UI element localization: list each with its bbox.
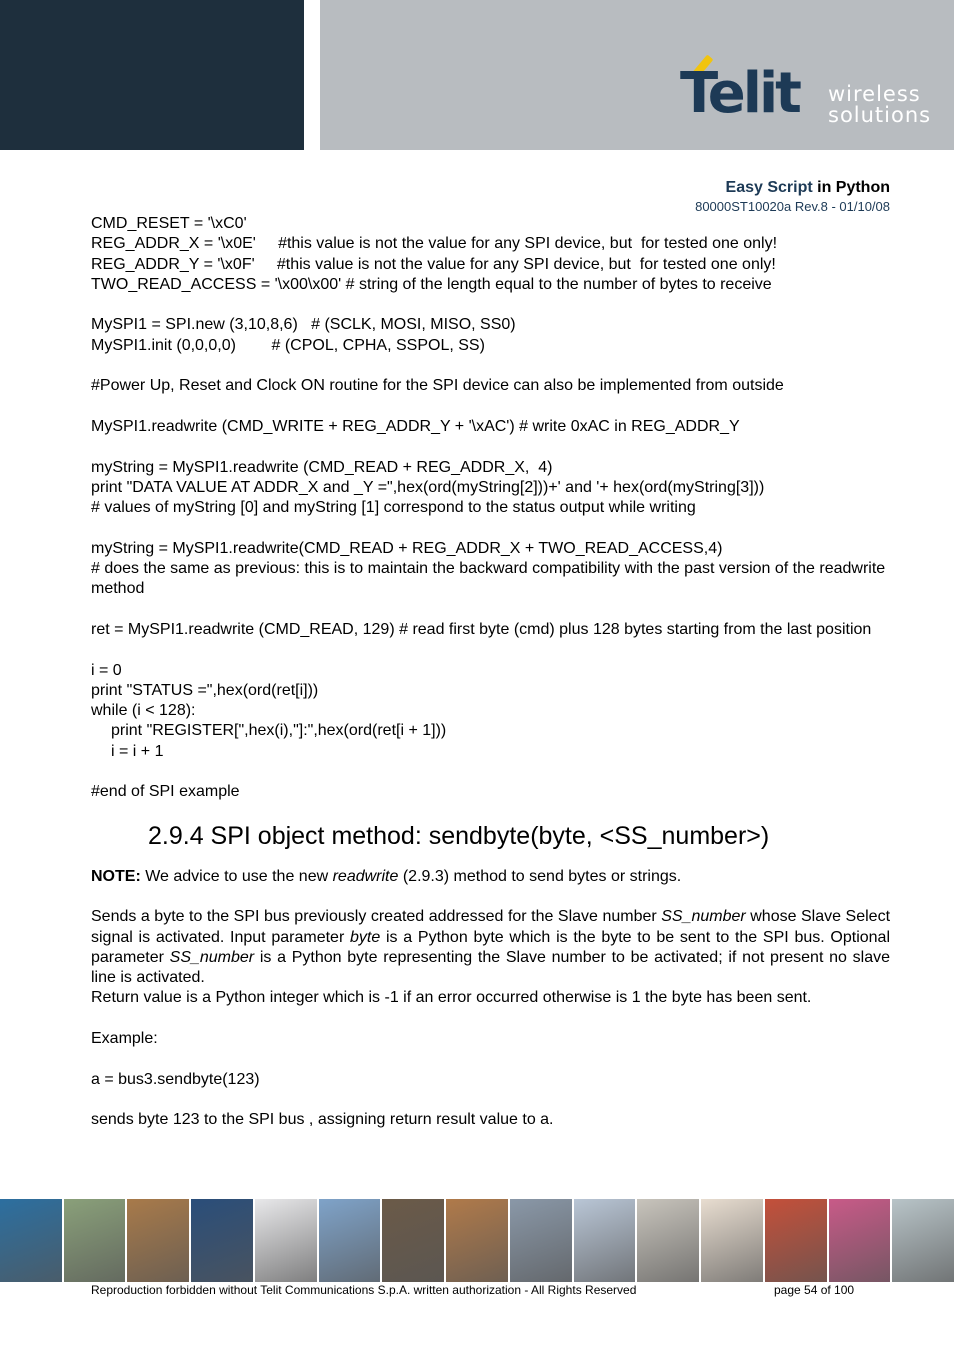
header-dark-panel [0,0,304,150]
code-line-2: while (i < 128): [91,702,196,720]
code-line-2: REG_ADDR_Y = '\x0F' #this value is not the value for any SPI device, but for tested one only! [91,255,776,273]
footer-photo-tile [255,1199,317,1282]
code-line-16: myString = MySPI1.readwrite(CMD_READ + REG_ADDR_X + TWO_READ_ACCESS,4) [91,539,723,557]
note-text-after: (2.9.3) method to send bytes or strings. [398,867,682,885]
code-line-6: MySPI1.init (0,0,0,0) # (CPOL, CPHA, SSPOL, SS) [91,336,485,354]
footer-photo-tile [64,1199,126,1282]
logo-tagline [828,84,931,126]
footer-photo-tile [765,1199,827,1282]
footer-photo-tile [446,1199,508,1282]
footer-photo-tile [191,1199,253,1282]
code-comment-wrapped: # does the same as previous: this is to maintain the backward compatibility with the past version of the readwrite method [91,560,886,598]
code-line-3: TWO_READ_ACCESS = '\x00\x00' # string of the length equal to the number of bytes to receive [91,275,772,293]
desc-emph-2: byte [350,928,381,946]
code-line-7 [91,356,890,376]
code-line-13: print "DATA VALUE AT ADDR_X and _Y =",hex(ord(myString[2]))+' and '+ hex(ord(myString[3])) [91,478,765,496]
code-loop-body [91,721,890,762]
code-line-12: myString = MySPI1.readwrite (CMD_READ + REG_ADDR_X, 4) [91,458,553,476]
code-line-11 [91,437,890,457]
document-revision: 80000ST10020a Rev.8 - 01/10/08 [695,199,890,214]
note-label: NOTE: [91,867,141,885]
footer-photo-tile [829,1199,891,1282]
footer-photo-tile [701,1199,763,1282]
desc-emph-1: SS_number [661,908,746,926]
code-block-1 [91,214,890,559]
section-heading: 2.9.4 SPI object method: sendbyte(byte, <SS_number>) [148,821,770,850]
desc-emph-3: SS_number [169,948,255,966]
footer-photo-tile [892,1199,954,1282]
code-line-10: MySPI1.readwrite (CMD_WRITE + REG_ADDR_Y + '\xAC') # write 0xAC in REG_ADDR_Y [91,417,740,435]
desc-part-2: whose Slave Select signal is activated. Input parameter [91,908,891,946]
footer-photo-tile [319,1199,381,1282]
footer-copyright: Reproduction forbidden without Telit Communications S.p.A. written authorization - All Rights Reserved [91,1283,637,1297]
footer-photo-tile [0,1199,62,1282]
code-line-9 [91,397,890,417]
page-number: page 54 of 100 [774,1283,855,1297]
desc-part-3: is a Python byte which is the byte to be sent to the SPI bus. Optional parameter [91,928,891,966]
footer-photo-tile [127,1199,189,1282]
telit-logo [676,48,936,133]
note-text-before: We advice to use the new [140,867,333,885]
document-title-accent: Easy Script [725,179,813,196]
note-paragraph [91,867,890,887]
footer-photo-tile [382,1199,444,1282]
footer-image-strip [0,1199,954,1282]
description-paragraph [91,907,890,988]
code-line-0: i = 0 [91,661,122,679]
code-indented-line-1: i = i + 1 [111,742,164,760]
code-block-2 [91,661,890,722]
desc-part-1: Sends a byte to the SPI bus previously created addressed for the Slave number [91,908,662,926]
page-content [91,214,890,1130]
code-indented-line-0: print "REGISTER[",hex(i),"]:",hex(ord(ret[i + 1])) [111,722,447,740]
code-line-ret-readwrite: ret = MySPI1.readwrite (CMD_READ, 129) # read first byte (cmd) plus 128 bytes starting from the last position [91,620,872,638]
code-line-4 [91,295,890,315]
code-line-5: MySPI1 = SPI.new (3,10,8,6) # (SCLK, MOSI, MISO, SS0) [91,316,516,334]
code-line-1: REG_ADDR_X = '\x0E' #this value is not the value for any SPI device, but for tested one only! [91,235,778,253]
code-line-15 [91,518,890,538]
example-description: sends byte 123 to the SPI bus , assigning return result value to a. [91,1111,554,1129]
document-title [726,179,890,197]
example-code: a = bus3.sendbyte(123) [91,1070,260,1088]
code-line-14: # values of myString [0] and myString [1] correspond to the status output while writing [91,499,696,517]
code-line-8: #Power Up, Reset and Clock ON routine for the SPI device can also be implemented from outside [91,377,784,395]
code-line-0: CMD_RESET = '\xC0' [91,215,247,232]
example-label: Example: [91,1029,158,1047]
logo-tagline-line1: wireless [828,82,921,106]
footer-photo-tile [510,1199,572,1282]
footer-photo-tile [637,1199,699,1282]
logo-word: Telit [680,61,799,126]
logo-tagline-line2: solutions [828,103,932,127]
document-title-rest: in Python [812,179,890,196]
desc-part-4: is a Python byte representing the Slave number to be activated; if not present no slave line is activated. [91,948,890,987]
code-end-comment: #end of SPI example [91,783,240,801]
code-line-1: print "STATUS =",hex(ord(ret[i])) [91,681,319,699]
return-value-text: Return value is a Python integer which is -1 if an error occurred otherwise is 1 the byte has been sent. [91,989,812,1007]
note-emphasis: readwrite [332,867,399,885]
footer-photo-tile [574,1199,636,1282]
